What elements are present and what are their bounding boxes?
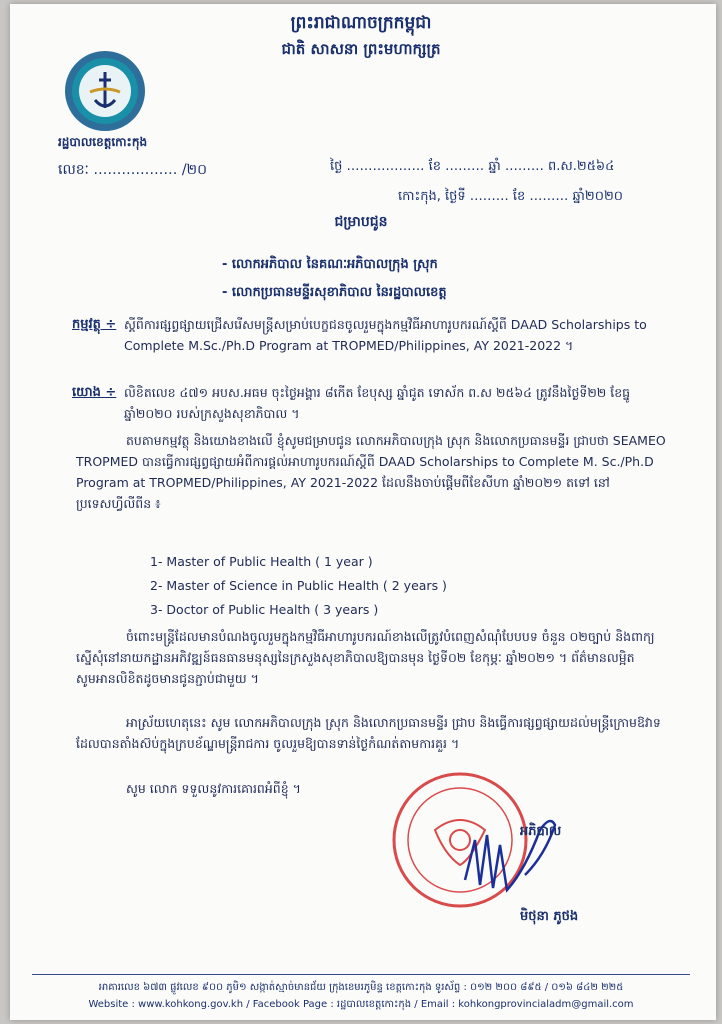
- footer-address: អាគារលេខ ៦៧៣ ផ្លូវលេខ ៩០០ ភូមិ១ សង្កាត់ស្មាច់មានជ័យ ក្រុងខេមរភូមិន្ទ ខេត្តកោះកុង ទូរស័ព្ទ : ០១២ ២០០ ៨៩៥ / ០១៦ ៨៤២ ២២៥: [98, 982, 624, 993]
- reference-number: លេខៈ ……………… /២០: [58, 162, 208, 178]
- signatory-title: អភិបាល: [520, 824, 562, 839]
- reference-text: លិខិតលេខ ៤៧១ អបស.អធម ចុះថ្ងៃអង្គារ ៨កើត ខែបុស្ស ឆ្នាំជូត ទោស័ក ព.ស ២៥៦៤ ត្រូវនឹងថ្ងៃទី២២ ខែធ្នូ ឆ្នាំ២០២០ របស់ក្រសួងសុខាភិបាល ។: [124, 385, 631, 421]
- subject-label: កម្មវត្ថុ ÷: [72, 317, 117, 332]
- footer-divider: [32, 974, 690, 975]
- closing-line: សូម លោក ទទួលនូវការគោរពអំពីខ្ញុំ ។: [126, 781, 301, 796]
- program-item-1: 1- Master of Public Health ( 1 year ): [150, 554, 373, 569]
- national-motto: ជាតិ សាសនា ព្រះមហាក្សត្រ: [281, 40, 441, 58]
- reference-label: យោង ÷: [72, 385, 117, 400]
- signatory-name: មិថុនា ភូថង: [520, 909, 579, 924]
- program-item-2: 2- Master of Science in Public Health ( 2 years ): [150, 578, 447, 593]
- handwritten-signature: [455, 800, 565, 910]
- paragraph-2: ចំពោះមន្ត្រីដែលមានបំណងចូលរួមក្នុងកម្មវិធីអាហារូបករណ៍ខាងលើត្រូវបំពេញសំណុំបែបបទ ចំនួន ០២ច្បាប់ និងពាក្យស្នើសុំនៅនាយកដ្ឋានអភិវឌ្ឍន៍ធនធានមនុស្សនៃក្រសួងសុខាភិបាលឱ្យបានមុន ថ្ងៃទី០២ ខែកុម្ភៈ ឆ្នាំ២០២១ ។ ព័ត៌មានលម្អិតសូមអានលិខិតដូចមានជូនភ្ជាប់ជាមួយ ។: [76, 629, 655, 686]
- agency-name: រដ្ឋបាលខេត្តកោះកុង: [58, 135, 148, 149]
- place-date-line: កោះកុង, ថ្ងៃទី ……… ខែ ……… ឆ្នាំ២០២០: [398, 189, 624, 204]
- letter-title: ជម្រាបជូន: [334, 214, 388, 230]
- provincial-seal-logo: [64, 50, 146, 132]
- paragraph-1: តបតាមកម្មវត្ថុ និងយោងខាងលើ ខ្ញុំសូមជម្រាបជូន លោកអភិបាលក្រុង ស្រុក និងលោកប្រធានមន្ទីរ ជ្រាបថា SEAMEO TROPMED បានធ្វើការផ្សព្វផ្សាយអំពីការផ្តល់អាហារូបករណ៍ស្តីពី DAAD Scholarships to Complete M. Sc./Ph.D Program at TROPMED/Philippines, AY 2021-2022 ដែលនឹងចាប់ផ្តើមពីខែសីហា ឆ្នាំ២០២១ តទៅ នៅប្រទេសហ្វីលីពីន ៖: [76, 433, 666, 511]
- kingdom-heading: ព្រះរាជាណាចក្រកម្ពុជា: [290, 13, 432, 33]
- recipient-2: - លោកប្រធានមន្ទីរសុខាភិបាល នៃរដ្ឋបាលខេត្ត: [222, 285, 447, 300]
- lunar-date-line: ថ្ងៃ ……………… ខែ ……… ឆ្នាំ ……… ព.ស.២៥៦៤: [330, 159, 615, 174]
- recipient-1: - លោកអភិបាល នៃគណៈអភិបាលក្រុង ស្រុក: [222, 257, 438, 272]
- program-item-3: 3- Doctor of Public Health ( 3 years ): [150, 602, 379, 617]
- footer-contacts: Website : www.kohkong.gov.kh / Facebook Page : រដ្ឋបាលខេត្តកោះកុង / Email : kohkongprovincialadm@gmail.com: [88, 999, 634, 1010]
- subject-text: ស្តីពីការផ្សព្វផ្សាយជ្រើសរើសមន្ត្រីសម្រាប់បេក្ខជនចូលរួមក្នុងកម្មវិធីអាហារូបករណ៍ស្តីពី DAAD Scholarships to Complete M.Sc./Ph.D Program at TROPMED/Philippines, AY 2021-2022 ។: [124, 317, 647, 353]
- paragraph-3: អាស្រ័យហេតុនេះ សូម លោកអភិបាលក្រុង ស្រុក និងលោកប្រធានមន្ទីរ ជ្រាប និងធ្វើការផ្សព្វផ្សាយដល់មន្ត្រីក្រោមឱវាទ ដែលបានតាំងស៊ប់ក្នុងក្របខ័ណ្ឌមន្ត្រីរាជការ ចូលរួមឱ្យបានទាន់ថ្ងៃកំណត់តាមការគួរ ។: [76, 715, 661, 751]
